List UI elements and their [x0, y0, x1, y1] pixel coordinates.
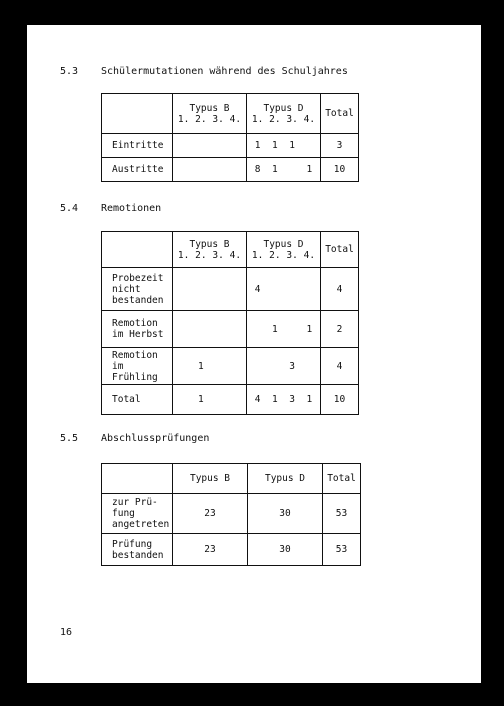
value [289, 284, 295, 295]
label-line: bestanden [112, 549, 164, 561]
col-label: 3. [286, 113, 298, 125]
label-line: nicht [112, 283, 141, 295]
header-typus-b-label: Typus B [189, 238, 230, 250]
header-typus-d-label: Typus D [263, 238, 304, 250]
label-line: Remotion [112, 318, 158, 329]
total-cell: 10 [321, 385, 359, 415]
value: 1 [198, 360, 204, 372]
table-row [102, 494, 361, 534]
col-label: 1. [251, 113, 264, 125]
value [307, 361, 313, 372]
header-empty-cell [102, 94, 173, 134]
typus-b-cell: 23 [173, 494, 248, 534]
col-label: 3. [286, 249, 298, 261]
header-d-columns [249, 114, 318, 125]
header-typus-b-label: Typus B [189, 102, 230, 114]
label-line: im Herbst [112, 329, 164, 340]
label-line: Prüfung [112, 538, 153, 550]
typus-d-cell [247, 348, 321, 385]
header-b-columns [175, 250, 244, 261]
total-cell: 4 [321, 268, 359, 311]
value: 1 [289, 140, 295, 151]
col-label: 1. [177, 113, 190, 125]
col-label: 2. [195, 113, 207, 125]
page-number: 16 [60, 627, 73, 638]
header-typus-b [173, 232, 247, 268]
header-total: Total [323, 464, 361, 494]
typus-b-cell [173, 348, 247, 385]
row-label [102, 268, 173, 311]
value [233, 140, 239, 151]
section-number-5-4: 5.4 [60, 203, 79, 214]
value [289, 324, 295, 335]
col-label: 2. [195, 249, 207, 261]
label-line: Remotion [112, 349, 158, 361]
section-title-5-5: Abschlussprüfungen [101, 433, 210, 444]
typus-d-cell [247, 311, 321, 348]
typus-b-cell [173, 268, 247, 311]
table-abschlusspruefungen [101, 463, 361, 566]
col-label: 1. [251, 249, 264, 261]
table-header-row [102, 464, 361, 494]
typus-d-cell [247, 268, 321, 311]
row-label [102, 534, 173, 566]
table-row [102, 385, 359, 415]
value: 3 [289, 394, 295, 405]
header-typus-d: Typus D [248, 464, 323, 494]
total-cell: 53 [323, 534, 361, 566]
typus-b-cell [173, 158, 247, 182]
header-typus-d [247, 94, 321, 134]
total-cell: 2 [321, 311, 359, 348]
typus-d-cell: 30 [248, 534, 323, 566]
value [181, 140, 187, 151]
header-typus-b [173, 94, 247, 134]
typus-d-cell [247, 385, 321, 415]
value: 1 [272, 164, 278, 175]
header-total: Total [321, 94, 359, 134]
header-typus-b: Typus B [173, 464, 248, 494]
total-cell: 3 [321, 134, 359, 158]
value [215, 361, 221, 372]
header-d-columns [249, 250, 318, 261]
typus-b-cell [173, 385, 247, 415]
value: 1 [198, 394, 204, 405]
table-row [102, 348, 359, 385]
col-label: 2. [269, 249, 281, 261]
document-page [27, 25, 481, 683]
value [289, 164, 295, 175]
col-label: 4. [229, 249, 242, 261]
header-typus-d [247, 232, 321, 268]
value [272, 284, 278, 295]
row-label: Austritte [102, 158, 173, 182]
section-number-5-5: 5.5 [60, 433, 79, 444]
table-schuelermutationen [101, 93, 359, 182]
total-cell: 10 [321, 158, 359, 182]
label-line: bestanden [112, 294, 164, 306]
value [181, 361, 187, 372]
total-cell: 4 [321, 348, 359, 385]
total-cell: 53 [323, 494, 361, 534]
value: 1 [272, 323, 278, 335]
label-line: zur Prü- [112, 497, 158, 508]
row-label: Eintritte [102, 134, 173, 158]
col-label: 4. [229, 113, 242, 125]
value [215, 140, 221, 151]
section-number-5-3: 5.3 [60, 66, 79, 77]
header-total: Total [321, 232, 359, 268]
table-row [102, 134, 359, 158]
typus-d-cell: 30 [248, 494, 323, 534]
section-title-5-3: Schülermutationen während des Schuljahres [101, 66, 348, 77]
table-remotionen [101, 231, 359, 415]
value: 1 [306, 394, 313, 405]
value: 1 [254, 140, 261, 151]
label-line: angetreten [112, 519, 170, 530]
header-b-columns [175, 114, 244, 125]
value [233, 361, 239, 372]
col-label: 4. [303, 249, 316, 261]
value [233, 394, 239, 405]
col-label: 1. [177, 249, 190, 261]
value [255, 361, 261, 372]
typus-b-cell: 23 [173, 534, 248, 566]
value: 8 [254, 164, 261, 175]
table-row [102, 268, 359, 311]
value: 4 [254, 283, 261, 295]
value: 1 [306, 164, 313, 175]
value [181, 394, 187, 405]
table-row [102, 311, 359, 348]
value: 1 [272, 140, 278, 151]
value: 3 [289, 360, 295, 372]
value [198, 140, 204, 151]
typus-d-cell [247, 158, 321, 182]
table-header-row [102, 232, 359, 268]
typus-b-cell [173, 311, 247, 348]
value [307, 140, 313, 151]
col-label: 2. [269, 113, 281, 125]
value [255, 324, 261, 335]
label-line: im [112, 360, 124, 372]
typus-d-cell [247, 134, 321, 158]
label-line: fung [112, 508, 135, 519]
col-label: 3. [212, 113, 224, 125]
row-label [102, 348, 173, 385]
table-row [102, 158, 359, 182]
value: 1 [272, 394, 278, 405]
typus-b-cell [173, 134, 247, 158]
header-empty-cell [102, 232, 173, 268]
table-header-row [102, 94, 359, 134]
row-label [102, 494, 173, 534]
header-typus-d-label: Typus D [263, 102, 304, 114]
value: 4 [254, 394, 261, 405]
col-label: 3. [212, 249, 224, 261]
value: 1 [306, 323, 313, 335]
table-row [102, 534, 361, 566]
section-title-5-4: Remotionen [101, 203, 162, 214]
row-label [102, 311, 173, 348]
label-line: Probezeit [112, 272, 164, 284]
row-label: Total [102, 385, 173, 415]
value [272, 361, 278, 372]
value [307, 284, 313, 295]
value [215, 394, 221, 405]
header-empty-cell [102, 464, 173, 494]
col-label: 4. [303, 113, 316, 125]
label-line: Frühling [112, 371, 158, 383]
